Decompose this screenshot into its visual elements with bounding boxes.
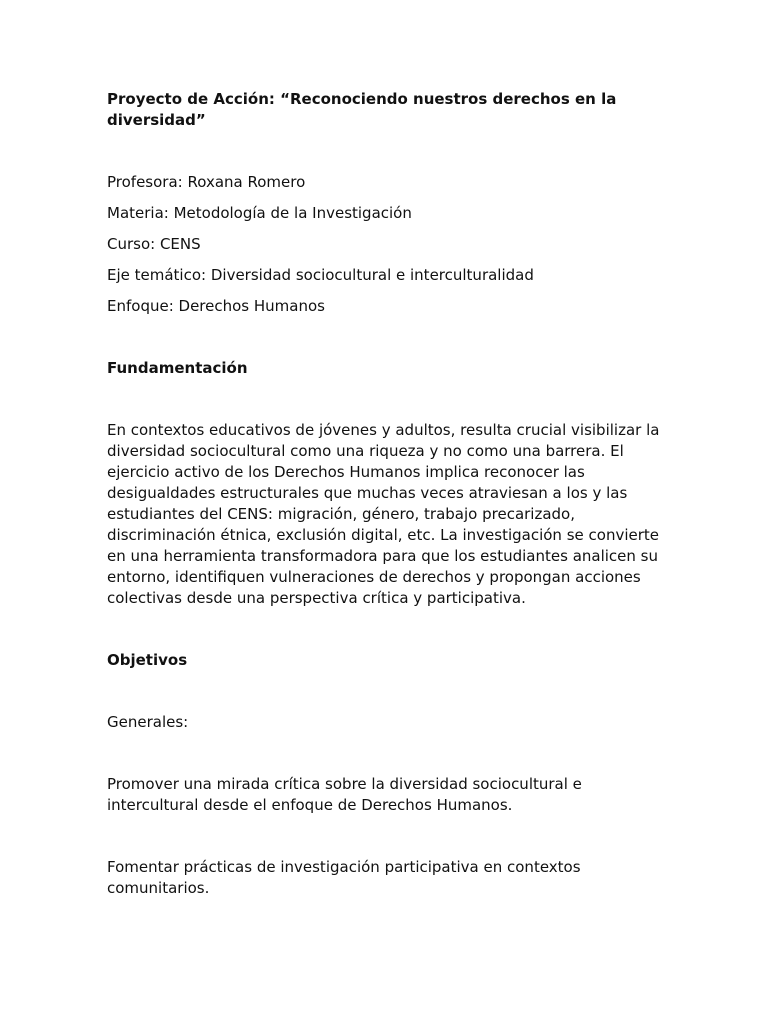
objetivo-item: Promover una mirada crítica sobre la diversidad sociocultural e intercultural desde el enfoque de Derechos Humanos. — [107, 775, 582, 814]
fundamentacion-paragraph: En contextos educativos de jóvenes y adultos, resulta crucial visibilizar la diversidad sociocultural como una riqueza y no como una barrera. El ejercicio activo de los Derechos Humanos implica reconocer las desigualdades estructurales que muchas veces atraviesan a los y las estudiantes del CENS: migración, género, trabajo precarizado, discriminación étnica, exclusión digital, etc. La investigación se convierte en una herramienta transformadora para que los estudiantes analicen su entorno, identifiquen vulneraciones de derechos y propongan acciones colectivas desde una perspectiva crítica y participativa. — [107, 421, 660, 607]
meta-profesora: Profesora: Roxana Romero — [107, 173, 306, 191]
fundamentacion-heading: Fundamentación — [107, 359, 248, 377]
meta-curso: Curso: CENS — [107, 235, 201, 253]
course-info — [107, 172, 667, 317]
meta-enfoque: Enfoque: Derechos Humanos — [107, 297, 325, 315]
objetivos-generales-label: Generales: — [107, 713, 189, 731]
meta-materia: Materia: Metodología de la Investigación — [107, 204, 412, 222]
document-body — [107, 89, 667, 899]
meta-eje-tematico: Eje temático: Diversidad sociocultural e interculturalidad — [107, 266, 534, 284]
document-title: Proyecto de Acción: “Reconociendo nuestros derechos en la diversidad” — [107, 90, 617, 129]
objetivo-item: Fomentar prácticas de investigación participativa en contextos comunitarios. — [107, 858, 581, 897]
objetivos-heading: Objetivos — [107, 651, 188, 669]
